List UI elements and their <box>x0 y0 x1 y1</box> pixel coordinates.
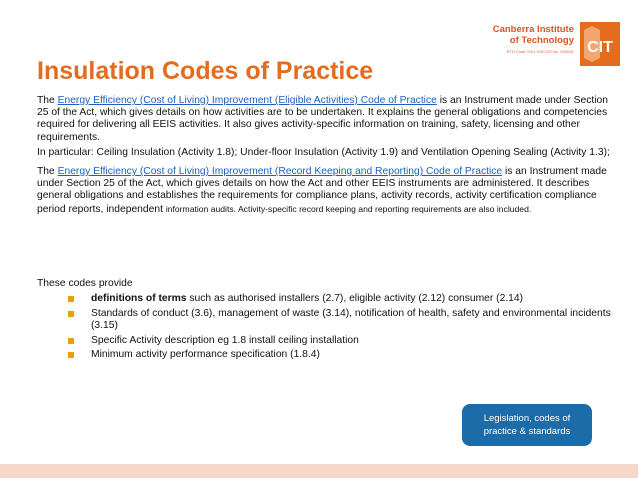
codes-provide-section <box>37 278 622 363</box>
square-bullet-icon <box>68 296 74 302</box>
square-bullet-icon <box>68 311 74 317</box>
cit-logo-mark-icon <box>580 22 620 66</box>
list-item: Specific Activity description eg 1.8 install ceiling installation <box>37 335 622 347</box>
list-item: definitions of terms such as authorised installers (2.7), eligible activity (2.12) consumer (2.14) <box>37 293 622 305</box>
eligible-activities-code-link[interactable]: Energy Efficiency (Cost of Living) Improvement (Eligible Activities) Code of Practice <box>57 95 437 106</box>
page-title: Insulation Codes of Practice <box>37 57 374 85</box>
footer-bar <box>0 464 638 478</box>
body-text <box>37 95 622 216</box>
paragraph-in-particular: In particular: Ceiling Insulation (Activity 1.8); Under-floor Insulation (Activity 1.9) and Ventilation Opening Sealing (Activity 1.3); <box>37 146 610 158</box>
cit-logo <box>472 22 620 66</box>
list-item: Minimum activity performance specification (1.8.4) <box>37 349 622 361</box>
logo-subtext: RTO Code 0101 CRICOS No. 00001K <box>506 50 574 54</box>
square-bullet-icon <box>68 352 74 358</box>
logo-wordmark: Canberra Institute of Technology <box>492 24 574 46</box>
legislation-tag: Legislation, codes of practice & standards <box>462 404 592 446</box>
record-keeping-code-link[interactable]: Energy Efficiency (Cost of Living) Improvement (Record Keeping and Reporting) Code of Practice <box>57 166 503 178</box>
codes-provide-list <box>37 293 622 361</box>
list-item: Standards of conduct (3.6), management of waste (3.14), notification of health, safety and environmental incidents (3.15) <box>37 308 622 333</box>
codes-provide-intro: These codes provide <box>37 278 133 289</box>
paragraph-record-keeping: The Energy Efficiency (Cost of Living) Improvement (Record Keeping and Reporting) Code of Practice is an Instrument made under Section 25 of the Act, which gives details on how the Act and other EEIS instruments are administered. It describes general obligations and establishes the requirements for compliance plans, activity records, activity certification compliance period reports, independent information audits. Activity-specific record keeping and reporting requirements are also included. <box>37 166 607 215</box>
paragraph-eligible-activities: The Energy Efficiency (Cost of Living) Improvement (Eligible Activities) Code of Practice is an Instrument made under Section 25 of the Act, which gives details on how activities are to be undertaken. It explains the general obligations and competencies required for delivering all EEIS activities. It also gives activity-specific information on training, safety, licensing and other requirements. <box>37 95 608 143</box>
logo-mark-letters: CIT <box>587 39 613 56</box>
square-bullet-icon <box>68 338 74 344</box>
